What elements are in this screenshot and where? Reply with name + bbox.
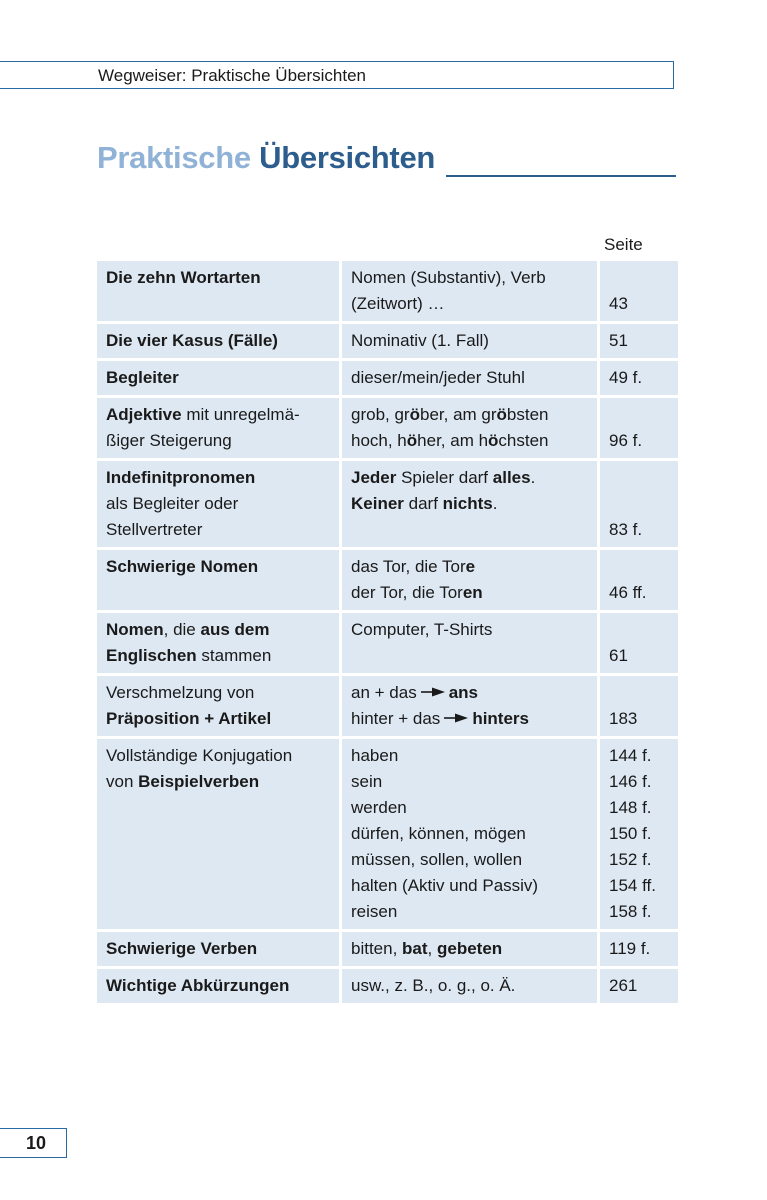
- example-cell: haben sein werden dürfen, können, mögen müssen, sollen, wollen halten (Aktiv und Passiv) reisen: [342, 739, 597, 929]
- example-cell: Nominativ (1. Fall): [342, 324, 597, 358]
- page-cell: 96 f.: [600, 398, 678, 458]
- topic-cell: Die zehn Wortarten: [97, 261, 339, 321]
- running-header: Wegweiser: Praktische Übersichten: [98, 66, 367, 85]
- table-row: [97, 550, 678, 610]
- table-row: [97, 398, 678, 458]
- page-cell: 183: [600, 676, 678, 736]
- page-number: 10: [26, 1133, 47, 1153]
- topic-cell: Adjektive mit unregelmä- ßiger Steigerung: [97, 398, 339, 458]
- topic-cell: Nomen, die aus dem Englischen stammen: [97, 613, 339, 673]
- overview-table: [97, 261, 678, 1006]
- arrow-right-icon: [444, 713, 468, 723]
- topic-cell: Verschmelzung von Präposition + Artikel: [97, 676, 339, 736]
- table-row: [97, 261, 678, 321]
- topic-cell: Wichtige Abkürzungen: [97, 969, 339, 1003]
- example-cell: dieser/mein/jeder Stuhl: [342, 361, 597, 395]
- example-cell: Jeder Spieler darf alles. Keiner darf nichts.: [342, 461, 597, 547]
- title-rule: [446, 175, 676, 177]
- table-row: [97, 461, 678, 547]
- page-cell: 43: [600, 261, 678, 321]
- table-row: [97, 969, 678, 1003]
- table-row: [97, 613, 678, 673]
- example-cell: usw., z. B., o. g., o. Ä.: [342, 969, 597, 1003]
- example-cell: an + das ans hinter + das hinters: [342, 676, 597, 736]
- example-cell: bitten, bat, gebeten: [342, 932, 597, 966]
- topic-cell: Schwierige Verben: [97, 932, 339, 966]
- title-part-2: Übersichten: [259, 140, 436, 175]
- page-cell: 144 f. 146 f. 148 f. 150 f. 152 f. 154 ff. 158 f.: [600, 739, 678, 929]
- page-cell: 46 ff.: [600, 550, 678, 610]
- page-column-header: Seite: [604, 235, 643, 254]
- page-cell: 261: [600, 969, 678, 1003]
- table-row: [97, 361, 678, 395]
- topic-cell: Schwierige Nomen: [97, 550, 339, 610]
- example-cell: grob, gröber, am gröbsten hoch, höher, am höchsten: [342, 398, 597, 458]
- topic-cell: Begleiter: [97, 361, 339, 395]
- table-row: [97, 932, 678, 966]
- example-cell: Computer, T-Shirts: [342, 613, 597, 673]
- page-cell: 51: [600, 324, 678, 358]
- page-cell: 83 f.: [600, 461, 678, 547]
- title-part-1: Praktische: [97, 140, 251, 175]
- topic-cell: Vollständige Konjugation von Beispielverben: [97, 739, 339, 929]
- example-cell: Nomen (Substantiv), Verb (Zeitwort) …: [342, 261, 597, 321]
- page-cell: 49 f.: [600, 361, 678, 395]
- example-cell: das Tor, die Tore der Tor, die Toren: [342, 550, 597, 610]
- arrow-right-icon: [421, 687, 445, 697]
- page-cell: 119 f.: [600, 932, 678, 966]
- table-row: [97, 676, 678, 736]
- page-cell: 61: [600, 613, 678, 673]
- table-row: [97, 739, 678, 929]
- topic-cell: Die vier Kasus (Fälle): [97, 324, 339, 358]
- table-row: [97, 324, 678, 358]
- page-title: [97, 140, 435, 176]
- topic-cell: Indefinitpronomen als Begleiter oder Stellvertreter: [97, 461, 339, 547]
